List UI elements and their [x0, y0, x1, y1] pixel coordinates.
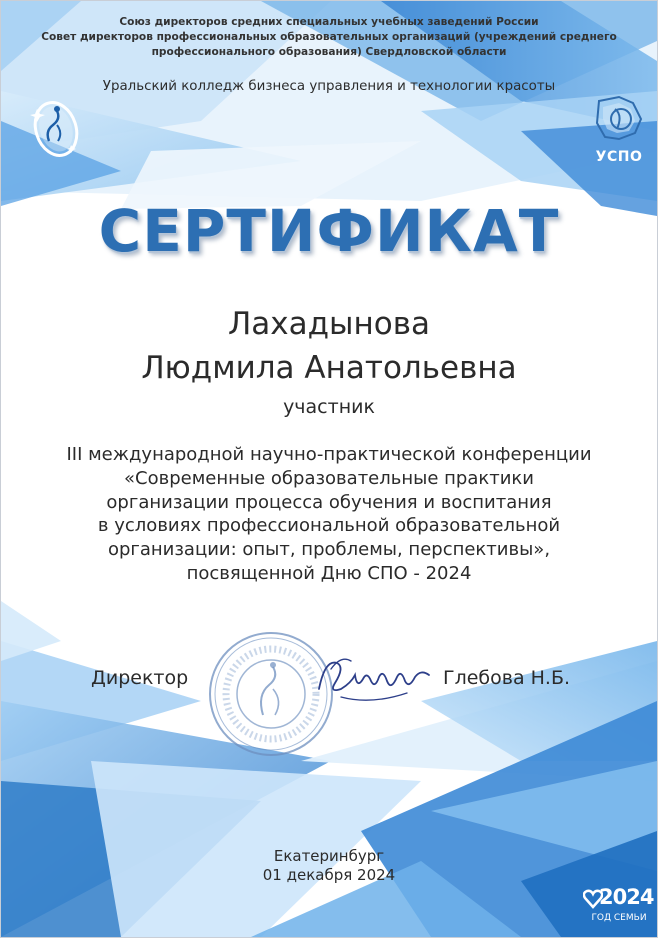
signatory-position: Директор: [91, 667, 189, 689]
org-line-1: Союз директоров средних специальных учебных заведений России: [119, 16, 539, 28]
issue-city: Екатеринбург: [273, 847, 385, 865]
uspo-emblem-icon: [589, 93, 649, 171]
handwritten-signature-icon: [311, 649, 437, 715]
org-line-2: Совет директоров профессиональных образовательных организаций (учреждений среднего: [41, 31, 617, 43]
year-logo-caption: ГОД СЕМЬИ: [591, 913, 647, 923]
year-logo-number: 2024: [599, 885, 654, 909]
conference-line-5: организации: опыт, проблемы, перспективы»,: [107, 539, 551, 561]
conference-line-3: организации процесса обучения и воспитания: [106, 491, 552, 513]
signatory-name: Глебова Н.Б.: [443, 667, 571, 689]
conference-line-1: III международной научно-практической конференции: [66, 444, 592, 465]
conference-description: [21, 443, 637, 586]
college-emblem-icon: [27, 95, 85, 161]
conference-line-4: в условиях профессиональной образовательной: [97, 515, 561, 537]
organizations-header: [1, 15, 657, 60]
college-name: Уральский колледж бизнеса управления и технологии красоты: [102, 79, 556, 94]
uspo-label: УСПО: [595, 149, 643, 165]
conference-line-2: «Современные образовательные практики: [124, 467, 534, 489]
org-line-3: профессионального образования) Свердловской области: [151, 46, 507, 58]
issue-date: 01 декабря 2024: [262, 866, 396, 884]
certificate-title: СЕРТИФИКАТ: [98, 197, 560, 265]
year-of-family-2024-icon: [583, 885, 654, 931]
conference-line-6: посвященной Дню СПО - 2024: [186, 562, 472, 584]
recipient-surname: Лахадынова: [227, 306, 431, 342]
recipient-given-names: Людмила Анатольевна: [141, 350, 517, 386]
recipient-role: участник: [283, 396, 375, 418]
issue-place-date: [1, 847, 657, 885]
